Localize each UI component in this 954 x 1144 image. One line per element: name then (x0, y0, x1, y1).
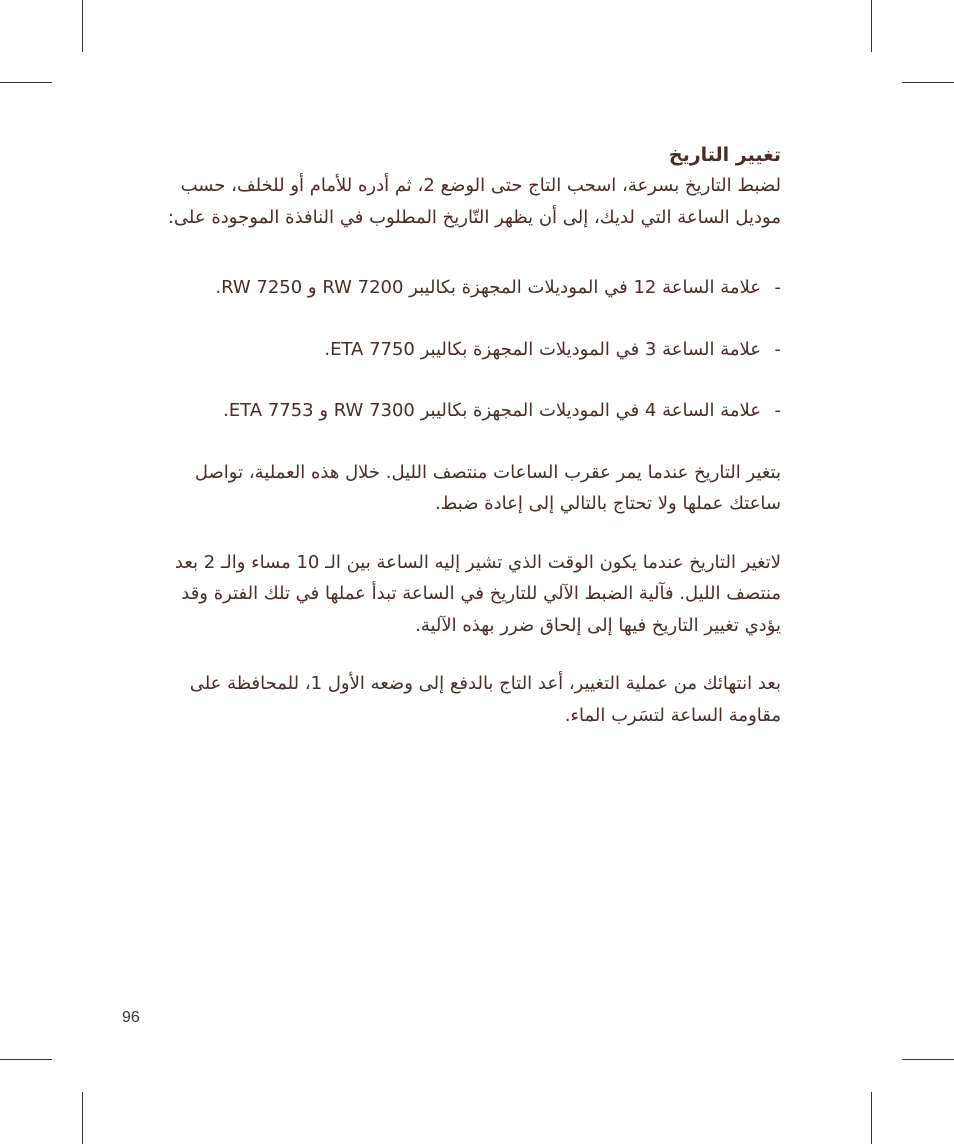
warning-paragraph: لاتغير التاريخ عندما يكون الوقت الذي تشير إليه الساعة بين الـ 10 مساء والـ 2 بعد منتصف الليل. فآلية الضبط الآلي للتاريخ في الساعة تبدأ عملها في تلك الفترة وقد يؤدي تغيير التاريخ فيها إلى إلحاق ضرر بهذه الآلية. (174, 551, 781, 636)
crop-mark-bottom-left-vertical (82, 1092, 83, 1144)
midnight-paragraph: بتغير التاريخ عندما يمر عقرب الساعات منتصف الليل. خلال هذه العملية، تواصل ساعتك عملها ولا تحتاج بالتالي إلى إعادة ضبط. (194, 461, 781, 514)
list-item-text: علامة الساعة 3 في الموديلات المجهزة بكاليبر ETA 7750. (324, 338, 761, 360)
section-heading: تغيير التاريخ (668, 144, 781, 166)
list-item (141, 272, 781, 304)
page-content (141, 140, 781, 758)
bullet-dash: - (774, 338, 781, 360)
crop-mark-bottom-right-vertical (871, 1092, 872, 1144)
crop-mark-top-left-horizontal (0, 82, 52, 83)
bullet-dash: - (774, 277, 781, 298)
list-item (141, 395, 781, 427)
caliber-list (141, 272, 781, 427)
crop-mark-top-left-vertical (82, 0, 83, 52)
list-item-text: علامة الساعة 12 في الموديلات المجهزة بكاليبر RW 7200 و RW 7250. (215, 277, 761, 298)
list-item (141, 334, 781, 366)
finish-paragraph: بعد انتهائك من عملية التغيير، أعد التاج بالدفع إلى وضعه الأول 1، للمحافظة على مقاومة الساعة لتسَرب الماء. (189, 673, 781, 726)
crop-mark-bottom-left-horizontal (0, 1059, 52, 1060)
crop-mark-top-right-vertical (871, 0, 872, 52)
bullet-dash: - (774, 400, 781, 421)
list-item-text: علامة الساعة 4 في الموديلات المجهزة بكاليبر RW 7300 و ETA 7753. (223, 400, 761, 421)
page-number: 96 (122, 1009, 140, 1026)
crop-mark-bottom-right-horizontal (902, 1059, 954, 1060)
intro-paragraph: لضبط التاريخ بسرعة، اسحب التاج حتى الوضع 2، ثم أدره للأمام أو للخلف، حسب موديل الساعة التي لديك، إلى أن يظهر التّاريخ المطلوب في النافذة الموجودة على: (167, 175, 781, 228)
crop-mark-top-right-horizontal (902, 82, 954, 83)
